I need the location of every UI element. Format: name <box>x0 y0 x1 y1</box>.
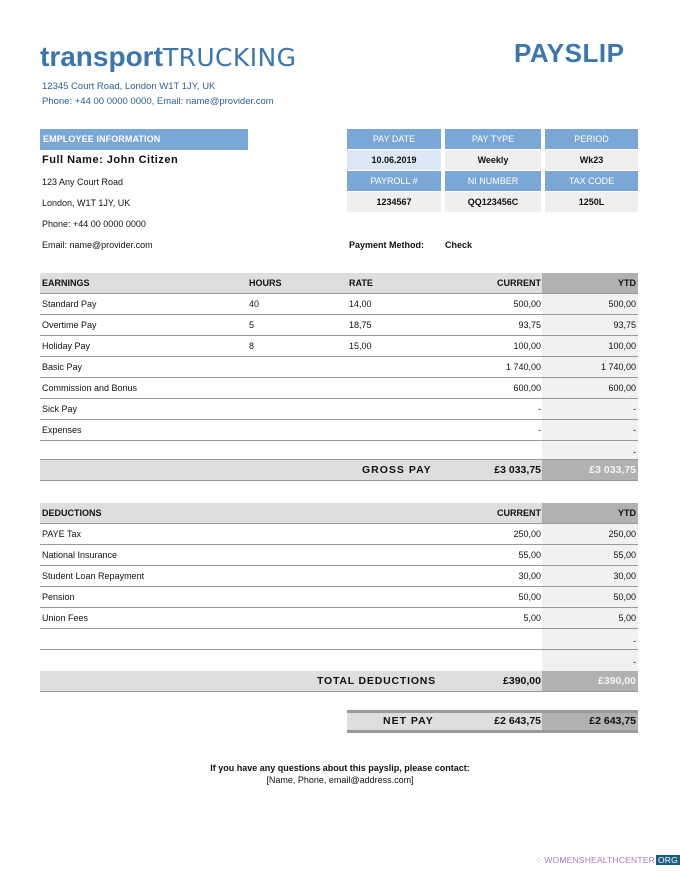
pay-date-header: PAY DATE <box>347 129 441 149</box>
table-row <box>40 650 638 671</box>
net-pay-row <box>347 710 638 733</box>
deduction-ytd: - <box>633 657 636 667</box>
earning-ytd: 1 740,00 <box>600 362 636 372</box>
earning-name: Basic Pay <box>42 362 83 372</box>
earning-ytd: 500,00 <box>608 299 636 309</box>
payment-method-label: Payment Method: <box>349 240 425 250</box>
earning-current: - <box>538 404 541 414</box>
table-row <box>40 315 638 336</box>
deduction-current: 50,00 <box>518 592 541 602</box>
table-row <box>40 420 638 441</box>
table-row <box>40 441 638 460</box>
contact-details: [Name, Phone, email@address.com] <box>266 775 414 785</box>
gross-pay-current: £3 033,75 <box>494 464 541 476</box>
deduction-name: PAYE Tax <box>42 529 82 539</box>
table-row <box>40 336 638 357</box>
pay-type-header: PAY TYPE <box>445 129 541 149</box>
deduction-current: 5,00 <box>523 613 541 623</box>
table-row <box>40 294 638 315</box>
ni-number-header: NI NUMBER <box>445 171 541 191</box>
table-row <box>40 608 638 629</box>
employee-address-line2: London, W1T 1JY, UK <box>42 198 131 208</box>
company-contact: Phone: +44 00 0000 0000, Email: name@provider.com <box>42 96 274 107</box>
earnings-header-row <box>40 273 638 294</box>
deduction-ytd: 5,00 <box>618 613 636 623</box>
period-value: Wk23 <box>545 150 638 170</box>
earning-current: 93,75 <box>518 320 541 330</box>
page-title: PAYSLIP <box>514 38 625 68</box>
earning-name: Sick Pay <box>42 404 78 414</box>
deduction-current: 250,00 <box>513 529 541 539</box>
table-row <box>40 524 638 545</box>
payroll-number-header: PAYROLL # <box>347 171 441 191</box>
watermark-suffix: ORG <box>657 855 678 865</box>
deduction-name: Pension <box>42 592 75 602</box>
gross-pay-label: GROSS PAY <box>362 464 432 476</box>
payroll-number-value: 1234567 <box>347 192 441 212</box>
employee-phone: Phone: +44 00 0000 0000 <box>42 219 146 229</box>
table-row <box>40 566 638 587</box>
table-row <box>40 587 638 608</box>
pay-type-value: Weekly <box>445 150 541 170</box>
earning-ytd: - <box>633 447 636 457</box>
earning-current: 500,00 <box>513 299 541 309</box>
watermark-dots-icon: ⁘ <box>535 855 543 865</box>
earning-name: Expenses <box>42 425 82 435</box>
deductions-col-current: CURRENT <box>497 508 541 518</box>
pay-date-value: 10.06.2019 <box>347 150 441 170</box>
deduction-ytd: 55,00 <box>613 550 636 560</box>
earnings-col-hours: HOURS <box>249 278 282 288</box>
watermark <box>535 855 680 866</box>
employee-email: Email: name@provider.com <box>42 240 153 250</box>
net-pay-label: NET PAY <box>383 715 434 727</box>
net-pay-current: £2 643,75 <box>494 715 541 727</box>
earning-ytd: - <box>633 425 636 435</box>
earning-hours: 40 <box>249 299 260 309</box>
earning-current: 600,00 <box>513 383 541 393</box>
gross-pay-ytd: £3 033,75 <box>589 464 636 476</box>
period-header: PERIOD <box>545 129 638 149</box>
deductions-col-ytd: YTD <box>618 508 636 518</box>
deduction-name: Student Loan Repayment <box>42 571 145 581</box>
company-address: 12345 Court Road, London W1T 1JY, UK <box>42 81 216 92</box>
earning-ytd: 93,75 <box>613 320 636 330</box>
total-deductions-ytd: £390,00 <box>598 675 636 687</box>
watermark-text: WOMENSHEALTHCENTER <box>544 855 655 865</box>
table-row <box>40 357 638 378</box>
earning-rate: 18,75 <box>349 320 372 330</box>
deductions-header-row <box>40 503 638 524</box>
earning-hours: 8 <box>249 341 255 351</box>
total-deductions-row <box>40 671 638 692</box>
earning-name: Overtime Pay <box>42 320 97 330</box>
earning-name: Standard Pay <box>42 299 97 309</box>
deductions-col-name: DEDUCTIONS <box>42 508 102 518</box>
logo-thin-text: TRUCKING <box>162 43 297 72</box>
deduction-current: 30,00 <box>518 571 541 581</box>
earning-current: - <box>538 425 541 435</box>
earning-ytd: - <box>633 404 636 414</box>
employee-info-header: EMPLOYEE INFORMATION <box>40 129 248 150</box>
employee-full-name: Full Name: John Citizen <box>42 154 179 166</box>
table-row <box>40 629 638 650</box>
tax-code-value: 1250L <box>545 192 638 212</box>
earning-ytd: 600,00 <box>608 383 636 393</box>
table-row <box>40 399 638 420</box>
deduction-name: Union Fees <box>42 613 89 623</box>
deduction-ytd: - <box>633 636 636 646</box>
earning-hours: 5 <box>249 320 255 330</box>
earning-current: 100,00 <box>513 341 541 351</box>
earnings-col-name: EARNINGS <box>42 278 90 288</box>
table-row <box>40 378 638 399</box>
earning-name: Commission and Bonus <box>42 383 138 393</box>
total-deductions-label: TOTAL DEDUCTIONS <box>317 675 436 687</box>
deduction-ytd: 30,00 <box>613 571 636 581</box>
table-row <box>40 545 638 566</box>
earning-ytd: 100,00 <box>608 341 636 351</box>
logo-bold-text: transport <box>40 41 163 72</box>
employee-address-line1: 123 Any Court Road <box>42 177 124 187</box>
payment-method-value: Check <box>445 240 473 250</box>
earnings-col-rate: RATE <box>349 278 373 288</box>
tax-code-header: TAX CODE <box>545 171 638 191</box>
deduction-current: 55,00 <box>518 550 541 560</box>
earning-name: Holiday Pay <box>42 341 91 351</box>
earnings-table <box>40 273 638 481</box>
contact-question: If you have any questions about this payslip, please contact: <box>210 763 470 773</box>
ni-number-value: QQ123456C <box>445 192 541 212</box>
earning-current: 1 740,00 <box>505 362 541 372</box>
gross-pay-row <box>40 460 638 481</box>
deduction-ytd: 50,00 <box>613 592 636 602</box>
earnings-col-current: CURRENT <box>497 278 541 288</box>
earning-rate: 14,00 <box>349 299 372 309</box>
deduction-ytd: 250,00 <box>608 529 636 539</box>
company-logo <box>40 40 296 75</box>
net-pay-ytd: £2 643,75 <box>589 715 636 727</box>
total-deductions-current: £390,00 <box>503 675 541 687</box>
deductions-table <box>40 503 638 692</box>
deduction-name: National Insurance <box>42 550 118 560</box>
earnings-col-ytd: YTD <box>618 278 636 288</box>
earning-rate: 15,00 <box>349 341 372 351</box>
